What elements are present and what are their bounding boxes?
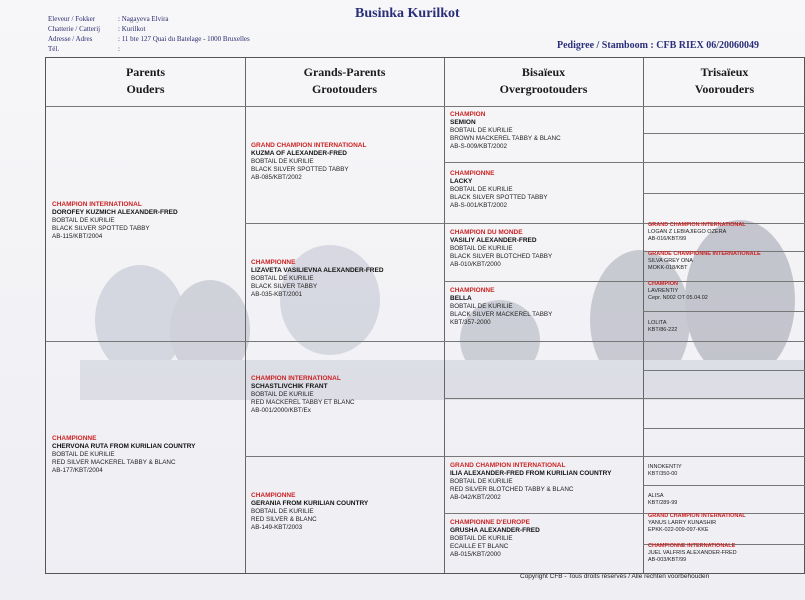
great-grandparent-entry-3: CHAMPION DU MONDE VASILIY ALEXANDER-FRED BOBTAIL DE KURILIE BLACK SILVER BLOTCHED TABBY AB-010/KBT/2000 (450, 229, 553, 268)
grandparent-entry-3: CHAMPION INTERNATIONAL SCHASTLIVCHIK FRANT BOBTAIL DE KURILIE RED MACKEREL TABBY ET BLANC AB-001/2000/KBT/Ex (251, 375, 355, 414)
ancestor-entry-5: INNOKENTIY KBT/350-00 (648, 464, 682, 477)
tel-label: Tél. (48, 45, 60, 53)
cat-name-title: Businka Kurilkot (355, 6, 460, 21)
cattery-label: Chatterie / Catterij (48, 25, 101, 33)
column-header-grandparents: Grands-Parents Grootouders (303, 65, 386, 96)
grandparent-entry-2: CHAMPIONNE LIZAVETA VASILIEVNA ALEXANDER-FRED BOBTAIL DE KURILIE BLACK SILVER TABBY AB-035-KBT/2001 (251, 259, 384, 298)
pedigree-number: Pedigree / Stamboom : CFB RIEX 06/20060049 (557, 40, 760, 51)
breeder-value: : Nagayeva Elvira (118, 15, 169, 23)
breeder-info (48, 14, 250, 54)
cattery-value: : Kurilkot (118, 25, 146, 33)
grandparent-entry-1: GRAND CHAMPION INTERNATIONAL KUZMA OF ALEXANDER-FRED BOBTAIL DE KURILIE BLACK SILVER SPOTTED TABBY AB-085/KBT/2002 (251, 142, 367, 181)
tel-value: : (118, 45, 120, 53)
dam-entry: CHAMPIONNE CHERVONA RUTA FROM KURILIAN COUNTRY BOBTAIL DE KURILIE RED SILVER MACKEREL TABBY & BLANC AB-177/KBT/2004 (52, 435, 196, 474)
ancestor-entry-1: GRAND CHAMPION INTERNATIONAL LOGAN Z LEBIAJIEGO OZERA AB-016/KBT/99 (648, 222, 746, 242)
copyright-footer: Copyright CFB - Tous droits réservés / Alle rechten voorbehouden (520, 573, 710, 580)
ancestor-entry-2: GRANDE CHAMPIONNE INTERNATIONALE SILVA GREY ONA MOKK-018/KBT (648, 251, 761, 271)
ancestor-entry-8: CHAMPIONNE INTERNATIONALE JUEL VALFRIS ALEXANDER-FRED AB-003/KBT/99 (648, 543, 737, 563)
great-grandparent-entry-2: CHAMPIONNE LACKY BOBTAIL DE KURILIE BLACK SILVER SPOTTED TABBY AB-S-001/KBT/2002 (450, 170, 548, 209)
breeder-label: Eleveur / Fokker (48, 15, 96, 23)
great-grandparent-entry-5: GRAND CHAMPION INTERNATIONAL ILIA ALEXANDER-FRED FROM KURILIAN COUNTRY BOBTAIL DE KURILIE RED SILVER BLOTCHED TABBY & BLANC AB-042/KBT/2002 (450, 462, 612, 501)
ancestor-entry-4: LOLITA KBT/86-222 (648, 320, 678, 333)
column-header-parents: Parents Ouders (125, 65, 166, 96)
great-grandparent-entry-4: CHAMPIONNE BELLA BOBTAIL DE KURILIE BLACK SILVER MACKEREL TABBY KBT/357-2000 (450, 287, 553, 326)
ancestor-entry-7: GRAND CHAMPION INTERNATIONAL YANUS LARRY KUNASHIR EPKK-022-009-097-KKE (648, 513, 746, 533)
pedigree-table (45, 57, 805, 574)
sire-entry: CHAMPION INTERNATIONAL DOROFEY KUZMICH ALEXANDER-FRED BOBTAIL DE KURILIE BLACK SILVER SPOTTED TABBY AB-115/KBT/2004 (52, 201, 178, 240)
grandparent-entry-4: CHAMPIONNE GERANIA FROM KURILIAN COUNTRY BOBTAIL DE KURILIE RED SILVER & BLANC AB-149-KBT/2003 (251, 492, 369, 531)
great-grandparent-entry-1: CHAMPION SEMION BOBTAIL DE KURILIE BROWN MACKEREL TABBY & BLANC AB-S-009/KBT/2002 (450, 111, 561, 150)
column-header-great-grandparents: Bisaïeux Overgrootouders (499, 65, 588, 96)
great-grandparent-entry-6: CHAMPIONNE D'EUROPE GRUSHA ALEXANDER-FRED BOBTAIL DE KURILIE ECAILLE ET BLANC AB-015/KBT/2000 (450, 519, 540, 558)
address-label: Adresse / Adres (48, 35, 93, 43)
column-header-ancestors: Trisaïeux Voorouders (694, 65, 755, 96)
address-value: : 11 bte 127 Quai du Batelage - 1000 Bruxelles (118, 35, 250, 43)
ancestor-entry-6: ALISA KBT/289-99 (648, 493, 678, 506)
ancestor-entry-3: CHAMPION LAVRENTIY Cepr. N002 OT 05.04.02 (648, 281, 708, 301)
